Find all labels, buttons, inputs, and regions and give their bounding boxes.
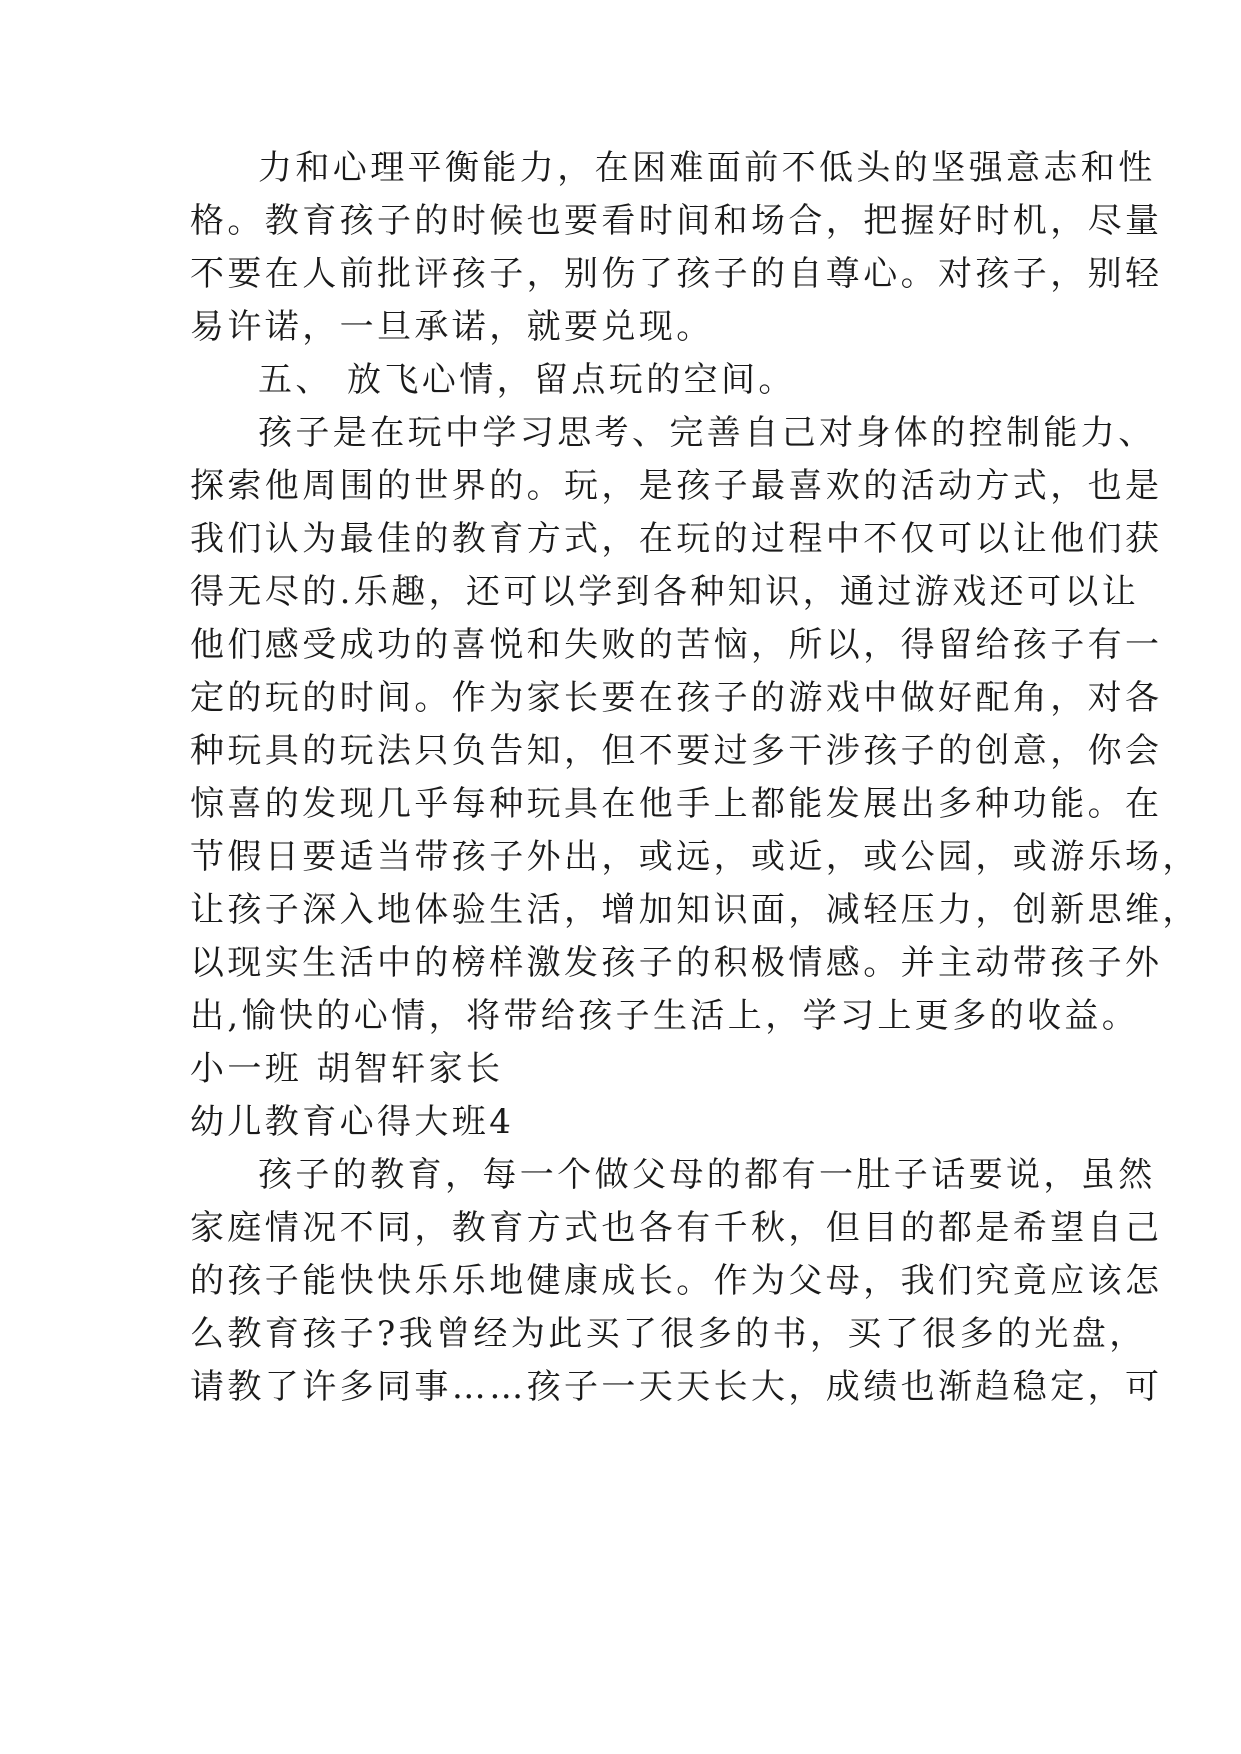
text-line: 易许诺，一旦承诺，就要兑现。 [190,307,714,347]
author-signature: 小一班 胡智轩家长 [190,1049,504,1089]
text-line: 他们感受成功的喜悦和失败的苦恼，所以，得留给孩子有一 [190,625,1163,665]
text-line: 惊喜的发现几乎每种玩具在他手上都能发展出多种功能。在 [190,784,1163,824]
text-line: 力和心理平衡能力，在困难面前不低头的坚强意志和性 [258,148,1156,188]
text-line: 定的玩的时间。作为家长要在孩子的游戏中做好配角，对各 [190,678,1163,718]
text-line: 我们认为最佳的教育方式，在玩的过程中不仅可以让他们获 [190,519,1163,559]
text-line: 的孩子能快快乐乐地健康成长。作为父母，我们究竟应该怎 [190,1261,1163,1301]
text-line: 探索他周围的世界的。玩，是孩子最喜欢的活动方式，也是 [190,466,1163,506]
text-line: 种玩具的玩法只负告知，但不要过多干涉孩子的创意，你会 [190,731,1163,771]
section-heading: 五、 放飞心情，留点玩的空间。 [258,360,796,400]
text-line: 孩子的教育，每一个做父母的都有一肚子话要说，虽然 [258,1155,1156,1195]
text-line: 让孩子深入地体验生活，增加知识面，减轻压力，创新思维， [190,890,1200,930]
text-line: 请教了许多同事……孩子一天天长大，成绩也渐趋稳定，可 [190,1367,1163,1407]
text-line: 家庭情况不同，教育方式也各有千秋，但目的都是希望自己 [190,1208,1163,1248]
text-line: 么教育孩子?我曾经为此买了很多的书，买了很多的光盘， [190,1314,1147,1354]
text-line: 出,愉快的心情，将带给孩子生活上，学习上更多的收益。 [190,996,1140,1036]
text-line: 格。教育孩子的时候也要看时间和场合，把握好时机，尽量 [190,201,1163,241]
text-line: 不要在人前批评孩子，别伤了孩子的自尊心。对孩子，别轻 [190,254,1163,294]
text-line: 孩子是在玩中学习思考、完善自己对身体的控制能力、 [258,413,1156,453]
text-line: 以现实生活中的榜样激发孩子的积极情感。并主动带孩子外 [190,943,1163,983]
text-line: 得无尽的.乐趣，还可以学到各种知识，通过游戏还可以让 [190,572,1140,612]
text-line: 节假日要适当带孩子外出，或远，或近，或公园，或游乐场， [190,837,1200,877]
article-title: 幼儿教育心得大班4 [190,1102,515,1142]
